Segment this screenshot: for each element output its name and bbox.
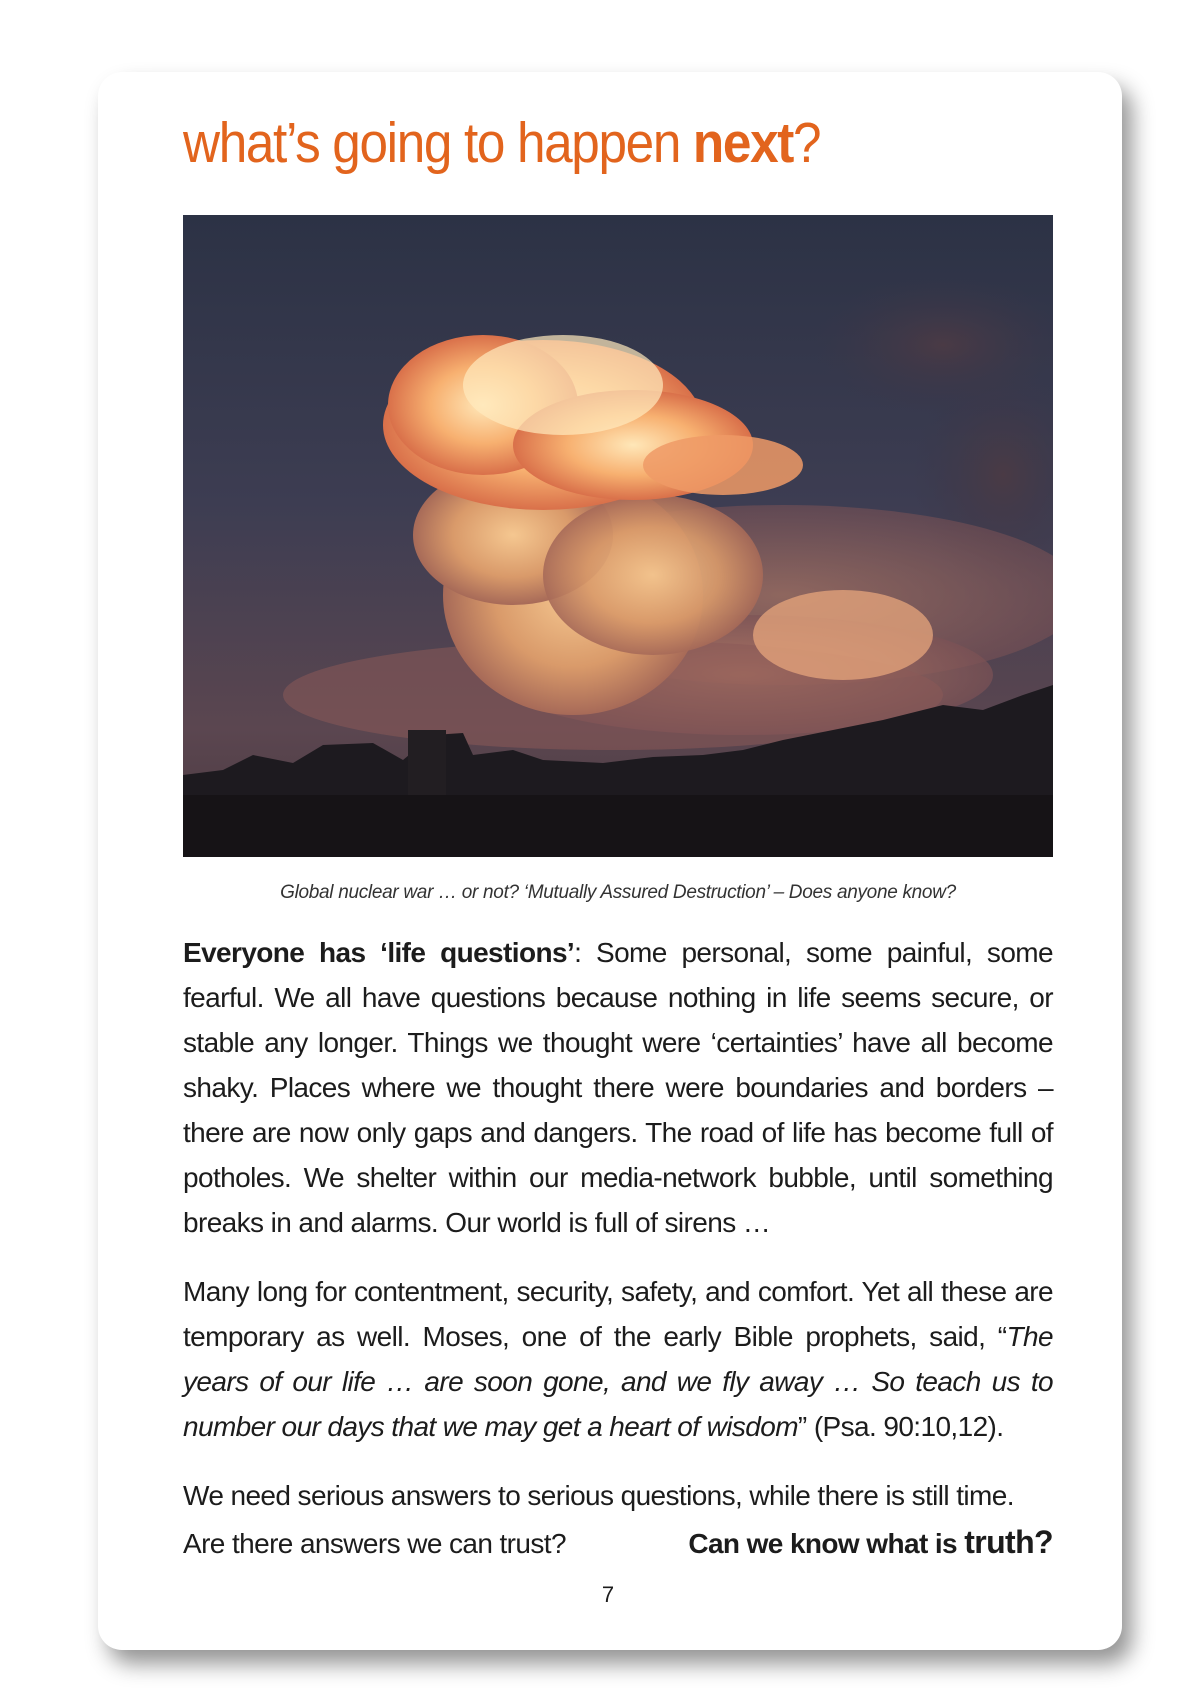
title-question-mark: ? <box>793 111 821 175</box>
mushroom-cloud-image <box>183 215 1053 857</box>
closing-question: Are there answers we can trust? <box>183 1528 566 1559</box>
paragraph-life-questions <box>183 930 1053 1245</box>
paragraph-lead: Everyone has ‘life questions’ <box>183 937 575 968</box>
paragraph-serious-answers: We need serious answers to serious questions, while there is still time. <box>183 1480 1014 1511</box>
page-number: 7 <box>601 1582 615 1607</box>
truth-word: truth? <box>964 1524 1053 1560</box>
page-title <box>183 110 820 176</box>
truth-question-start: Can we know what is <box>688 1528 965 1559</box>
truth-question <box>688 1524 1053 1561</box>
scripture-quote: The years of our life … are soon gone, and we fly away … So teach us to number our days that we may get a heart of wisdom <box>183 1321 1053 1442</box>
title-text: what’s going to happen <box>183 111 693 175</box>
paragraph-moses-quote <box>183 1269 1053 1449</box>
title-emphasis: next <box>692 111 794 175</box>
cloud-photo <box>183 215 1053 857</box>
closing-questions <box>183 1524 1053 1561</box>
scripture-reference: ” (Psa. 90:10,12). <box>797 1411 1004 1442</box>
photo-caption: Global nuclear war … or not? ‘Mutually Assured Destruction’ – Does anyone know? <box>280 882 956 903</box>
paragraph-intro: Many long for contentment, security, safety, and comfort. Yet all these are temporary as well. Moses, one of the early Bible prophets, said, “ <box>183 1276 1053 1352</box>
paragraph-text: : Some personal, some painful, some fearful. We all have questions because nothing in life seems secure, or stable any longer. Things we thought were ‘certainties’ have all become shaky. Places where we thought there were boundaries and borders – there are now only gaps and dangers. The road of life has become full of potholes. We shelter within our media-network bubble, until something breaks in and alarms. Our world is full of sirens … <box>183 937 1053 1238</box>
